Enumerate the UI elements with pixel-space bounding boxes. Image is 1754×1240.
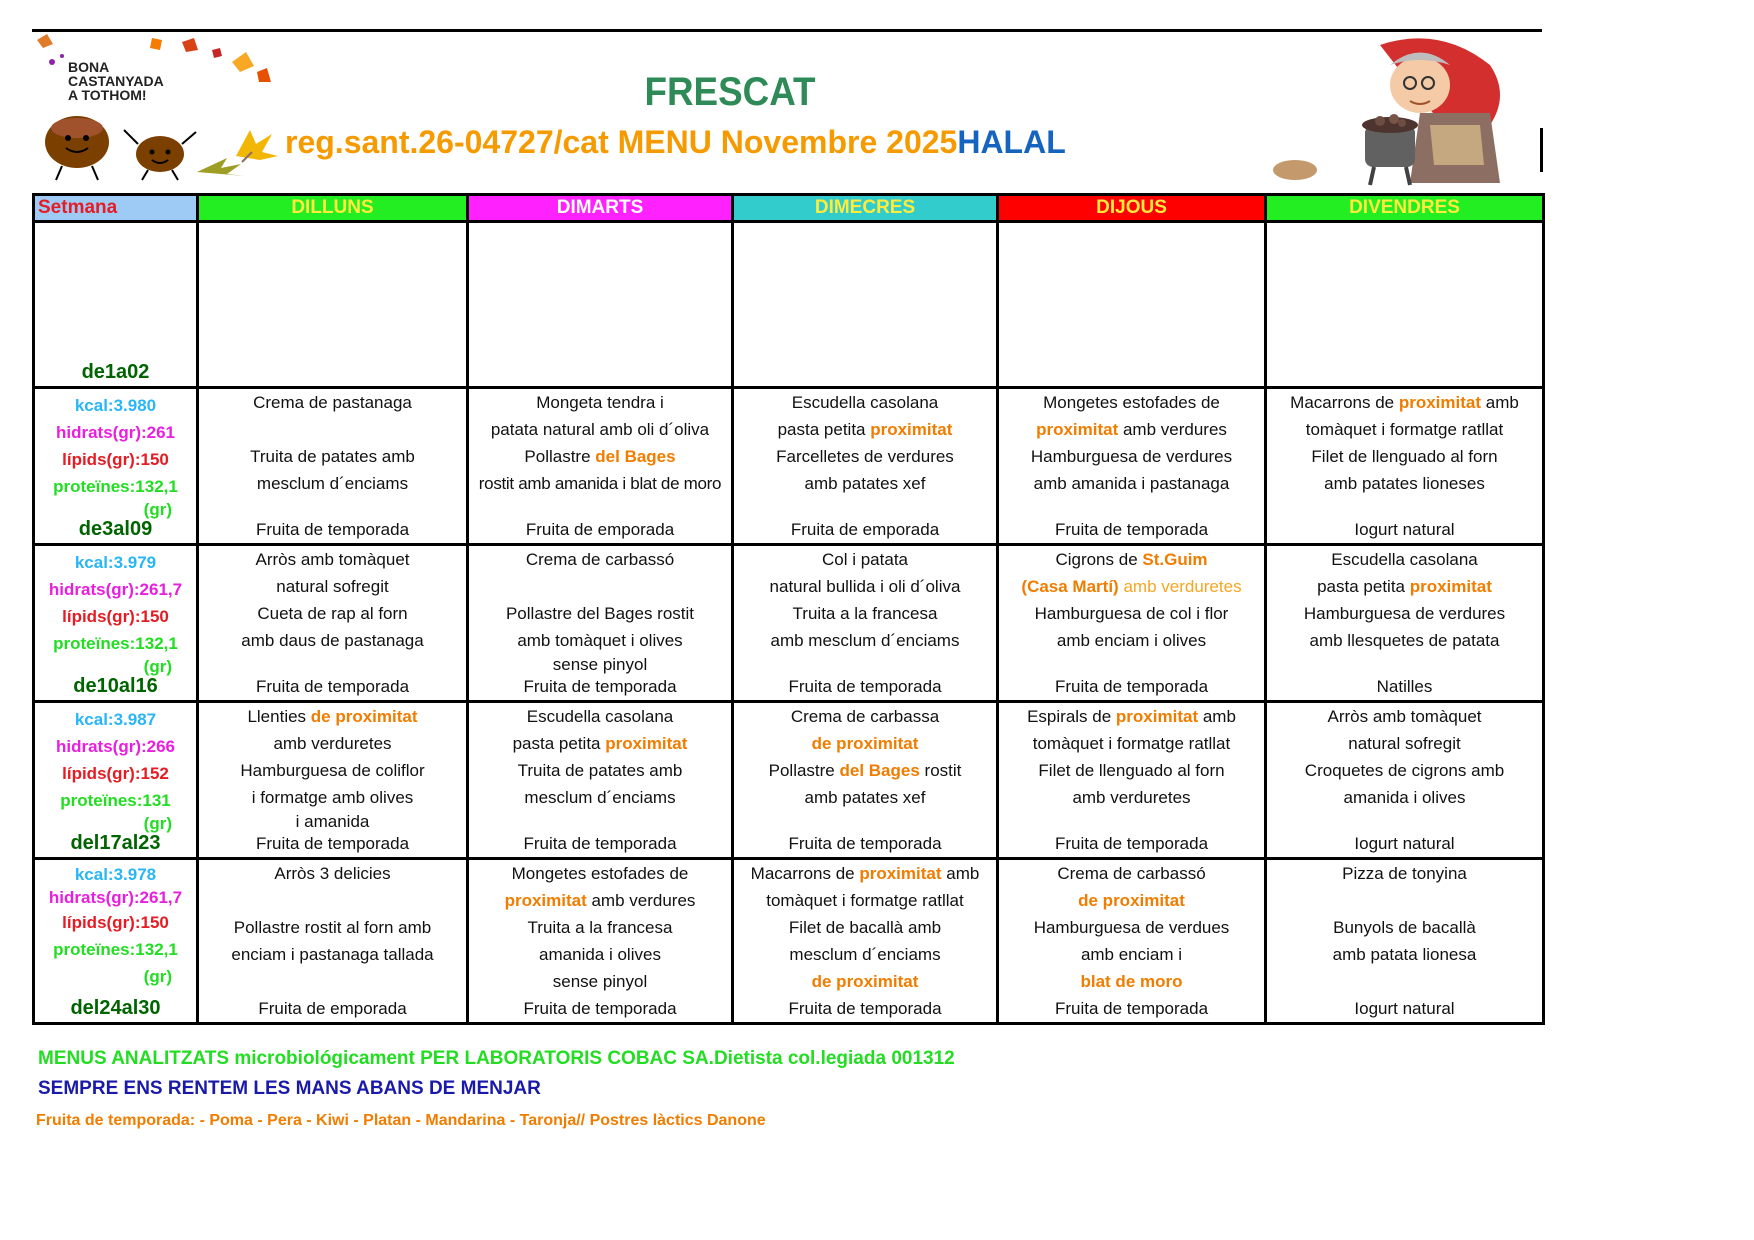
dessert-line: Natilles <box>1376 677 1433 696</box>
table-row <box>34 545 1544 702</box>
week-range: de10al16 <box>73 675 158 697</box>
dessert-line: Fruita de temporada <box>255 677 410 696</box>
week-range: de1a02 <box>81 361 150 383</box>
dish-line: Arròs 3 delicies <box>274 864 391 883</box>
day-cell <box>1266 222 1544 388</box>
day-cell <box>998 388 1266 545</box>
grams-unit: (gr) <box>143 967 172 986</box>
dish-line: de proximitat <box>1078 891 1185 910</box>
header-day: DIVENDRES <box>1266 195 1544 222</box>
dish-line: amb patates xef <box>804 788 926 807</box>
protein-value: proteïnes:132,1 <box>53 477 178 496</box>
dish-line: Escudella casolana <box>1331 550 1478 569</box>
dish-line: Pollastre del Bages rostit <box>768 761 962 780</box>
dish-line: Col i patata <box>822 550 908 569</box>
carbs-value: hidrats(gr):261,7 <box>48 580 183 599</box>
dish-line: pasta petita proximitat <box>512 734 688 753</box>
dish-line: rostit amb amanida i blat de moro <box>478 474 722 493</box>
day-cell <box>1266 702 1544 859</box>
svg-text:CASTANYADA: CASTANYADA <box>68 73 164 89</box>
right-rule <box>1540 128 1543 172</box>
week-cell <box>34 222 198 388</box>
dish-line: enciam i pastanaga tallada <box>231 945 434 964</box>
dish-line: Hamburguesa de coliflor <box>240 761 425 780</box>
week-range: del17al23 <box>70 832 161 854</box>
dish-line: patata natural amb oli d´oliva <box>490 420 710 439</box>
protein-value: proteïnes:132,1 <box>53 634 178 653</box>
day-cell <box>468 702 733 859</box>
day-cell <box>998 702 1266 859</box>
day-cell <box>198 859 468 1024</box>
week-range: del24al30 <box>70 997 161 1019</box>
week-cell <box>34 702 198 859</box>
grams-unit: (gr) <box>143 814 172 833</box>
dish-line: Escudella casolana <box>791 393 939 412</box>
dish-line: amb amanida i pastanaga <box>1033 474 1230 493</box>
dish-line: amb daus de pastanaga <box>241 631 424 650</box>
lab-analysis-note: MENUS ANALITZATS microbiológicament PER LABORATORIS COBAC SA.Dietista col.legiada 001312 <box>38 1048 955 1069</box>
dish-line: de proximitat <box>811 734 919 753</box>
dish-line: proximitat amb verdures <box>504 891 696 910</box>
week-cell <box>34 859 198 1024</box>
page-title: FRESCAT <box>644 70 816 114</box>
header-day: DIMECRES <box>733 195 998 222</box>
dish-line: Hamburguesa de col i flor <box>1034 604 1229 623</box>
dish-line: blat de moro <box>1080 972 1183 991</box>
lipids-value: lípids(gr):150 <box>62 450 169 469</box>
hand-washing-note: SEMPRE ENS RENTEM LES MANS ABANS DE MENJAR <box>38 1078 541 1099</box>
subtitle-main: reg.sant.26-04727/cat MENU Novembre 2025 <box>285 124 958 160</box>
dish-line: Mongeta tendra i <box>536 393 664 412</box>
dish-line: Hamburguesa de verdures <box>1303 604 1506 623</box>
protein-value: proteïnes:131 <box>60 791 171 810</box>
dish-line <box>469 573 731 600</box>
dish-line: Bunyols de bacallà <box>1333 918 1476 937</box>
dish-line: Filet de llenguado al forn <box>1311 447 1498 466</box>
dish-line: mesclum d´enciams <box>256 474 409 493</box>
dish-line: Macarrons de proximitat amb <box>750 864 980 883</box>
day-cell <box>998 222 1266 388</box>
dish-line: Arròs amb tomàquet <box>255 550 410 569</box>
dessert-line: Fruita de temporada <box>255 520 410 539</box>
grams-unit: (gr) <box>143 657 172 676</box>
dish-line: Pollastre rostit al forn amb <box>233 918 432 937</box>
dish-line: mesclum d´enciams <box>524 788 676 807</box>
dish-line: Truita a la francesa <box>527 918 673 937</box>
dish-line: sense pinyol <box>552 655 648 674</box>
nutrition-info <box>35 546 196 677</box>
dish-line: Hamburguesa de verdures <box>1030 447 1233 466</box>
dish-line: Truita de patates amb <box>517 761 683 780</box>
header-day: DIMARTS <box>468 195 733 222</box>
day-cell <box>1266 388 1544 545</box>
dish-line: Hamburguesa de verdues <box>1033 918 1230 937</box>
kcal-value: kcal:3.979 <box>74 553 157 572</box>
dish-line <box>1267 887 1542 914</box>
lipids-value: lípids(gr):150 <box>62 607 169 626</box>
dish-line: Macarrons de proximitat amb <box>1290 393 1519 412</box>
dish-line: Croquetes de cigrons amb <box>1304 761 1505 780</box>
dessert-line: Fruita de emporada <box>790 520 940 539</box>
dish-line: natural sofregit <box>1348 734 1461 753</box>
dish-line: amb patata lionesa <box>1332 945 1477 964</box>
week-cell <box>34 388 198 545</box>
week-range: de3al09 <box>78 518 153 540</box>
dish-line: amb tomàquet i olives <box>517 631 683 650</box>
dish-line: tomàquet i formatge ratllat <box>1032 734 1231 753</box>
dish-line: Filet de llenguado al forn <box>1038 761 1225 780</box>
dish-line: natural sofregit <box>276 577 389 596</box>
lipids-value: lípids(gr):150 <box>62 913 169 932</box>
day-cell <box>733 859 998 1024</box>
dish-line: Cigrons de St.Guim <box>1055 550 1208 569</box>
day-cell <box>998 859 1266 1024</box>
dish-line: Crema de carbassó <box>525 550 675 569</box>
dish-line: de proximitat <box>811 972 919 991</box>
dish-line: Cueta de rap al forn <box>257 604 408 623</box>
carbs-value: hidrats(gr):261 <box>55 423 176 442</box>
day-cell <box>468 222 733 388</box>
dish-line <box>199 887 466 914</box>
dish-line: amb verduretes <box>273 734 392 753</box>
dessert-line: Fruita de temporada <box>523 834 677 853</box>
day-cell <box>468 545 733 702</box>
dish-line: amb mesclum d´enciams <box>770 631 960 650</box>
header-day: DILLUNS <box>198 195 468 222</box>
day-cell <box>1266 859 1544 1024</box>
carbs-value: hidrats(gr):261,7 <box>48 888 183 907</box>
dish-line: Llenties de proximitat <box>247 707 418 726</box>
menu-table <box>32 193 1545 1025</box>
dish-line: amb patates lioneses <box>1324 474 1485 493</box>
dish-line: mesclum d´enciams <box>789 945 941 964</box>
dish-line: natural bullida i oli d´oliva <box>769 577 961 596</box>
dish-line: Crema de carbassó <box>1057 864 1206 883</box>
dish-line: Mongetes estofades de <box>1043 393 1220 412</box>
dessert-line: Fruita de emporada <box>258 999 407 1018</box>
dish-line: amb patates xef <box>804 474 926 493</box>
dessert-line: Iogurt natural <box>1354 520 1455 539</box>
day-cell <box>198 388 468 545</box>
dessert-line: Fruita de temporada <box>523 677 677 696</box>
carbs-value: hidrats(gr):266 <box>55 737 176 756</box>
dish-line: Pollastre del Bages rostit <box>505 604 695 623</box>
day-cell <box>198 222 468 388</box>
dessert-line: Fruita de temporada <box>1054 520 1209 539</box>
dessert-line: Iogurt natural <box>1354 999 1455 1018</box>
dish-line: proximitat amb verdures <box>1036 420 1227 439</box>
table-row <box>34 388 1544 545</box>
day-cell <box>468 859 733 1024</box>
dish-line: Crema de pastanaga <box>253 393 412 412</box>
menu-subtitle <box>235 124 1066 161</box>
day-cell <box>998 545 1266 702</box>
protein-value: proteïnes:132,1 <box>53 940 178 959</box>
table-row <box>34 859 1544 1024</box>
dessert-line: Fruita de temporada <box>523 999 677 1018</box>
dish-line: Filet de bacallà amb <box>788 918 942 937</box>
dish-line: amanida i olives <box>1343 788 1466 807</box>
dessert-line: Fruita de temporada <box>1054 999 1209 1018</box>
grams-unit: (gr) <box>143 500 172 519</box>
kcal-value: kcal:3.980 <box>74 396 157 415</box>
lipids-value: lípids(gr):152 <box>62 764 169 783</box>
dish-line: i amanida <box>295 812 370 831</box>
table-header-row <box>34 195 1544 222</box>
dish-line: Mongetes estofades de <box>511 864 689 883</box>
day-cell <box>733 545 998 702</box>
dish-line: amb verduretes <box>1072 788 1191 807</box>
dish-line: i formatge amb olives <box>251 788 414 807</box>
kcal-value: kcal:3.987 <box>74 710 157 729</box>
nutrition-info <box>35 389 196 520</box>
week-cell <box>34 545 198 702</box>
day-cell <box>198 545 468 702</box>
dish-line: Pizza de tonyina <box>1342 864 1467 883</box>
dish-line: Espirals de proximitat amb <box>1027 707 1236 726</box>
day-cell <box>733 702 998 859</box>
dessert-line: Fruita de temporada <box>255 834 410 853</box>
day-cell <box>468 388 733 545</box>
day-cell <box>733 388 998 545</box>
halal-label: HALAL <box>957 124 1066 160</box>
day-cell <box>733 222 998 388</box>
dish-line: Truita de patates amb <box>250 447 415 466</box>
header-day: DIJOUS <box>998 195 1266 222</box>
dish-line: amb enciam i <box>1080 945 1183 964</box>
dish-line: tomàquet i formatge ratllat <box>766 891 964 910</box>
dessert-line: Fruita de temporada <box>1054 677 1209 696</box>
dessert-line: Fruita de temporada <box>788 999 942 1018</box>
header-week: Setmana <box>34 195 198 222</box>
dish-line: Pollastre del Bages <box>524 447 676 466</box>
svg-text:BONA: BONA <box>68 59 110 75</box>
seasonal-fruit-note: Fruita de temporada: - Poma - Pera - Kiwi - Platan - Mandarina - Taronja// Postres làctics Danone <box>36 1112 766 1129</box>
dessert-line: Iogurt natural <box>1354 834 1455 853</box>
table-row <box>34 702 1544 859</box>
dish-line: sense pinyol <box>552 972 648 991</box>
dish-line: pasta petita proximitat <box>777 420 953 439</box>
dish-line: amb llesquetes de patata <box>1309 631 1500 650</box>
dish-line: Escudella casolana <box>526 707 674 726</box>
chestnut-seller-icon <box>1270 35 1530 190</box>
dish-line: pasta petita proximitat <box>1317 577 1492 596</box>
day-cell <box>198 702 468 859</box>
dessert-line: Fruita de temporada <box>788 834 942 853</box>
dish-line: Crema de carbassa <box>790 707 940 726</box>
nutrition-info <box>35 860 196 990</box>
table-row <box>34 222 1544 388</box>
dessert-line: Fruita de emporada <box>525 520 675 539</box>
dessert-line: Fruita de temporada <box>1054 834 1209 853</box>
dish-line: amb enciam i olives <box>1056 631 1207 650</box>
day-cell <box>1266 545 1544 702</box>
dish-line: tomàquet i formatge ratllat <box>1305 420 1504 439</box>
nutrition-info <box>35 703 196 834</box>
kcal-value: kcal:3.978 <box>74 865 157 884</box>
dish-line: Farcelletes de verdures <box>776 447 954 466</box>
dessert-line: Fruita de temporada <box>788 677 942 696</box>
dish-line: Arròs amb tomàquet <box>1327 707 1482 726</box>
dish-line: Truita a la francesa <box>792 604 938 623</box>
dish-line: (Casa Martí) amb verduretes <box>1021 577 1242 596</box>
svg-text:A TOTHOM!: A TOTHOM! <box>68 87 147 103</box>
dish-line: amanida i olives <box>539 945 661 964</box>
dish-line <box>199 416 466 443</box>
